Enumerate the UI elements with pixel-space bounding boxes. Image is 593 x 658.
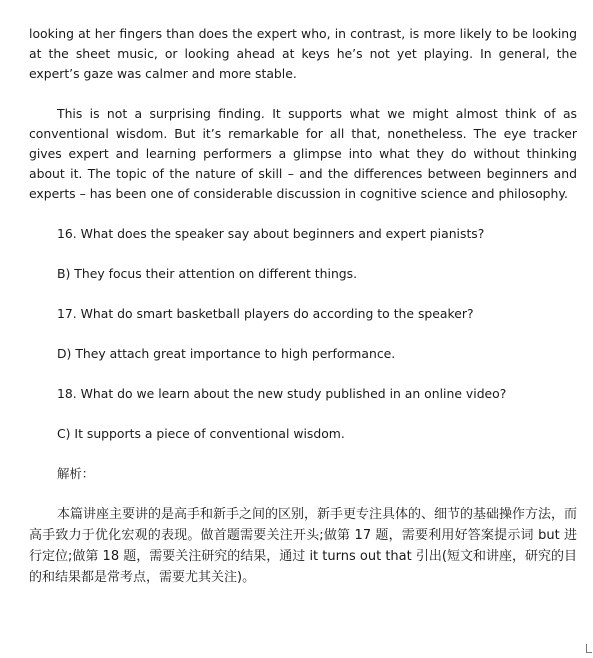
page-corner-mark — [586, 644, 592, 653]
answer-17: D) They attach great importance to high performance. — [57, 346, 396, 361]
spacer — [29, 84, 577, 104]
document-page — [29, 24, 577, 588]
answer-18: C) It supports a piece of conventional wisdom. — [57, 426, 345, 441]
spacer — [29, 444, 577, 464]
question-16: 16. What does the speaker say about beginners and expert pianists? — [57, 226, 485, 241]
spacer — [29, 364, 577, 384]
spacer — [29, 284, 577, 304]
spacer — [29, 404, 577, 424]
spacer — [29, 484, 577, 504]
paragraph-finding: This is not a surprising finding. It supports what we might almost think of as conventional wisdom. But it’s remarkable for all that, nonetheless. The eye tracker gives expert and learning performers a glimpse into what they do without thinking about it. The topic of the nature of skill – and the differences between beginners and experts – has been one of considerable discussion in cognitive science and philosophy. — [29, 106, 577, 201]
analysis-text: 本篇讲座主要讲的是高手和新手之间的区别，新手更专注具体的、细节的基础操作方法，而高手致力于优化宏观的表现。做首题需要关注开头;做第 17 题，需要利用好答案提示词 but 进行定位;做第 18 题，需要关注研究的结果，通过 it turns out that 引出(短文和讲座，研究的目的和结果都是常考点，需要尤其关注)。 — [29, 507, 578, 585]
answer-16: B) They focus their attention on different things. — [57, 266, 358, 281]
analysis-label: 解析： — [57, 466, 95, 481]
spacer — [29, 204, 577, 224]
spacer — [29, 324, 577, 344]
question-18: 18. What do we learn about the new study published in an online video? — [57, 386, 507, 401]
question-17: 17. What do smart basketball players do according to the speaker? — [57, 306, 474, 321]
spacer — [29, 244, 577, 264]
paragraph-continuation: looking at her fingers than does the expert who, in contrast, is more likely to be looking at the sheet music, or looking ahead at keys he’s not yet playing. In general, the expert’s gaze was calmer and more stable. — [29, 26, 577, 81]
